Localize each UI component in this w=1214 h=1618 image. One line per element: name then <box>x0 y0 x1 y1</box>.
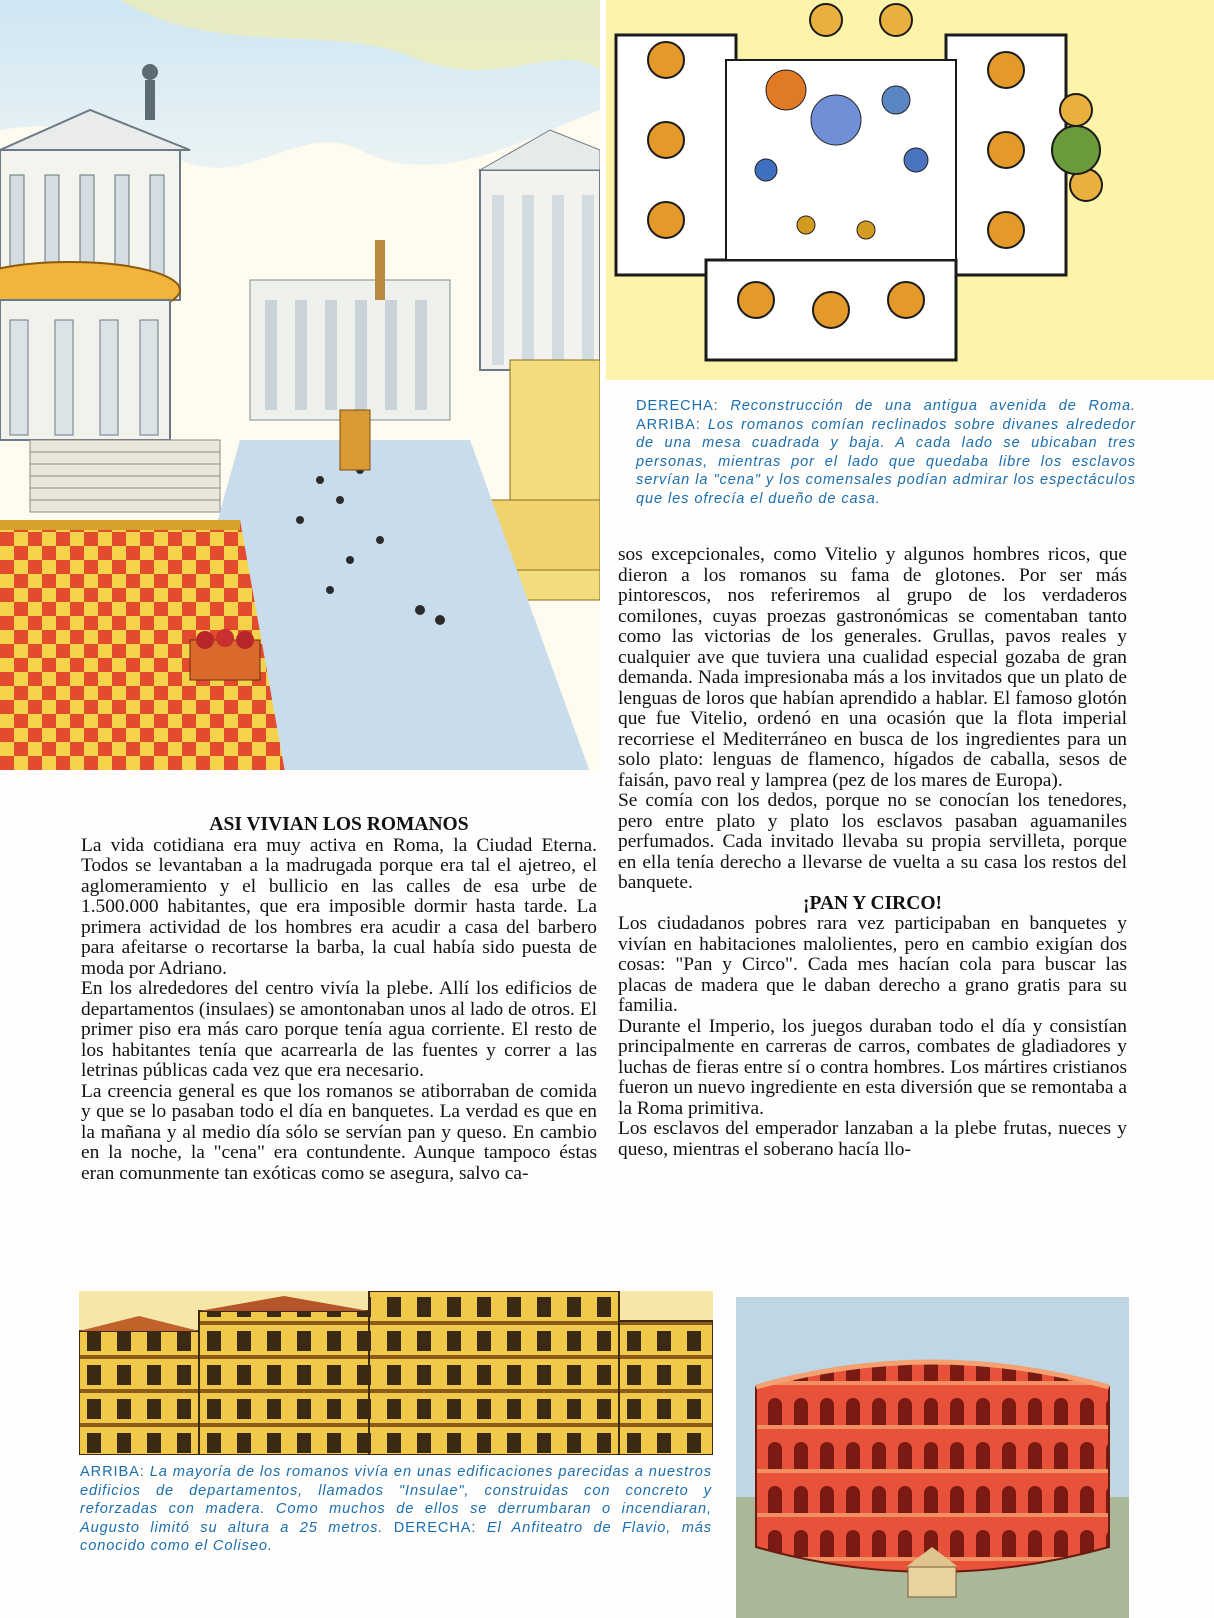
article-heading: ASI VIVIAN LOS ROMANOS <box>209 814 469 835</box>
article-paragraph: La vida cotidiana era muy activa en Roma, la Ciudad Eterna. Todos se levantaban a la madrugada porque era tal el ajetreo, el aglomeramiento y el bullicio en las calles de esa urbe de 1.500.000 habitantes, que era imposible dormir hasta tarde. La primera actividad de los hombres era acudir a casa del barbero para afeitarse o recortarse la barba, la cual había sido puesta de moda por Adriano. <box>81 834 597 979</box>
caption-text: Reconstrucción de una antigua avenida de Roma. <box>730 398 1136 414</box>
article-right-column <box>618 545 1127 1160</box>
article-paragraph: Se comía con los dedos, porque no se conocían los tenedores, pero entre plato y plato los esclavos pasaban aguamaniles perfumados. Cada invitado llevaba su propia servilleta, porque en ella tenía derecho a llevarse de vuelta a su casa los restos del banquete. <box>618 790 1127 893</box>
caption-label: ARRIBA: <box>80 1464 145 1480</box>
caption-label: DERECHA: <box>393 1519 477 1536</box>
roman-avenue-illustration <box>0 0 600 800</box>
coliseum-illustration <box>736 1297 1129 1618</box>
top-caption <box>636 397 1136 509</box>
caption-text: La mayoría de los romanos vivía en unas edificaciones parecidas a nuestros edificios de departamentos, llamados "Insulae", construidas con concreto y reforzadas con madera. Como muchos de ellos se derrumbaran o incendiaran, Augusto limitó su altura a 25 metros. <box>80 1464 712 1536</box>
article-paragraph: Los ciudadanos pobres rara vez participaban en banquetes y vivían en habitaciones malolientes, pero en cambio exigían dos cosas: "Pan y Circo". Cada mes hacían cola para buscar las placas de madera que le daban derecho a grano gratis para su familia. <box>618 913 1127 1016</box>
caption-text: Los romanos comían reclinados sobre divanes alrededor de una mesa cuadrada y baja. A cada lado se ubicaban tres personas, mientras por el lado que quedaba libre los esclavos servían la "cena" y los comensales podían admirar los espectáculos que les ofrecía el dueño de casa. <box>636 416 1136 507</box>
insulae-buildings-illustration <box>79 1291 713 1455</box>
article-paragraph: Durante el Imperio, los juegos duraban todo el día y consistían principalmente en carreras de carros, combates de gladiadores y luchas de fieras entre sí o contra hombres. Los mártires cristianos fueron un nuevo ingrediente en esta diversión que se remontaba a la Roma primitiva. <box>618 1015 1127 1119</box>
caption-label: DERECHA: <box>636 398 719 414</box>
article-paragraph: La creencia general es que los romanos se atiborraban de comida y que se lo pasaban todo el día en banquetes. La verdad es que en la mañana y al medio día sólo se servían pan y queso. En cambio en la noche, la "cena" era contundente. Aunque tampoco éstas eran comunmente tan exóticas como se asegura, salvo ca- <box>81 1080 597 1184</box>
caption-label: ARRIBA: <box>636 416 701 433</box>
section-heading: ¡PAN Y CIRCO! <box>802 892 942 914</box>
article-paragraph: Los esclavos del emperador lanzaban a la plebe frutas, nueces y queso, mientras el soberano hacía llo- <box>618 1118 1127 1160</box>
article-paragraph: sos excepcionales, como Vitelio y algunos hombres ricos, que dieron a los romanos su fama de glotones. Por ser más pintorescos, nos referiremos al grupo de los verdaderos comilones, cuyas proezas gastronómicas se comentaban tanto como las victorias de los generales. Grullas, pavos reales y cualquier ave que tuviera una cualidad especial gozaba de gran demanda. Nada impresionaba más a los invitados que un plato de lenguas de loros que habían aprendido a hablar. El famoso glotón que fue Vitelio, ordenó en una ocasión que la flota imperial recorriese el Mediterráneo en busca de los ingredientes para un solo plato: lenguas de flamenco, hígados de caballa, sesos de faisán, pavo real y lamprea (pez de los mares de Europa). <box>618 544 1127 791</box>
article-paragraph: En los alrededores del centro vivía la plebe. Allí los edificios de departamentos (insulaes) se amontonaban unos al lado de otros. El primer piso era más caro porque tenía agua corriente. El resto de los habitantes tenía que acarrearla de las fuentes y correr a las letrinas públicas cada vez que era necesario. <box>81 978 597 1081</box>
banquet-table-illustration <box>606 0 1214 390</box>
article-left-column <box>81 815 597 1184</box>
bottom-caption <box>80 1463 712 1556</box>
caption-text: El Anfiteatro de Flavio, más conocido como el Coliseo. <box>80 1519 713 1555</box>
